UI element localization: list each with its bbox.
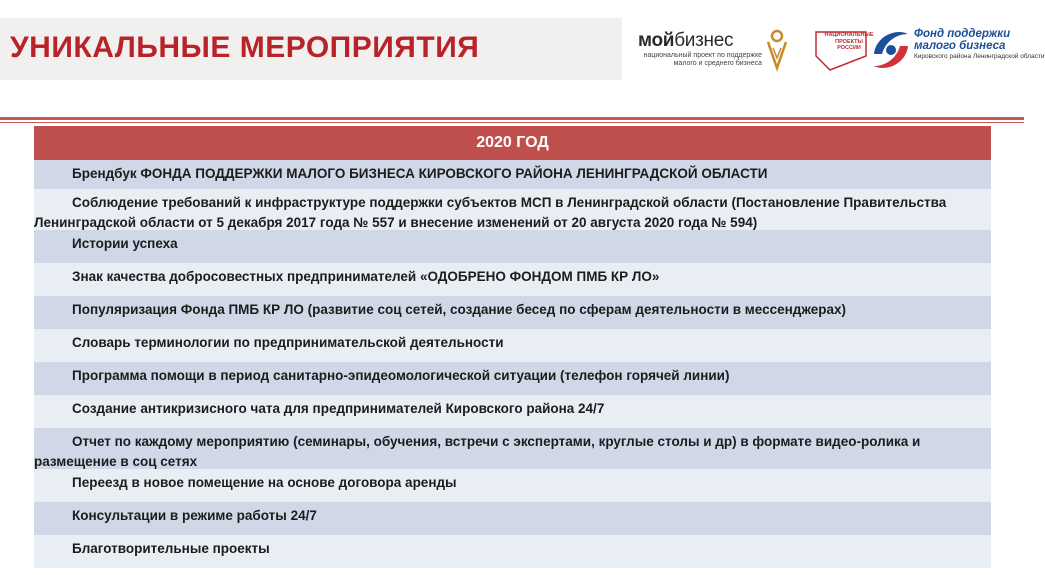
moibiznes-logo bbox=[638, 30, 762, 68]
divider-line bbox=[0, 117, 1024, 120]
row-text: Знак качества добросовестных предпринимателей «ОДОБРЕНО ФОНДОМ ПМБ КР ЛО» bbox=[72, 269, 660, 284]
table-row bbox=[34, 160, 991, 189]
table-header: 2020 ГОД bbox=[34, 126, 991, 160]
events-table bbox=[34, 126, 991, 568]
row-text: Создание антикризисного чата для предпринимателей Кировского района 24/7 bbox=[72, 401, 605, 416]
fond-name-line-3: Кировского района Ленинградской области bbox=[914, 53, 1045, 60]
natsproekty-line-2: ПРОЕКТЫ bbox=[835, 38, 863, 45]
table-row bbox=[34, 502, 991, 535]
row-text: Отчет по каждому мероприятию (семинары, обучения, встречи с экспертами, круглые столы и др) в формате видео-ролика и размещение в соц сетях bbox=[34, 434, 921, 469]
row-text: Программа помощи в период санитарно-эпидеомологической ситуации (телефон горячей линии) bbox=[72, 368, 730, 383]
table-row bbox=[34, 263, 991, 296]
fond-emblem-icon bbox=[868, 24, 914, 76]
moibiznes-word-moi: мой bbox=[638, 30, 675, 51]
row-text: Соблюдение требований к инфраструктуре поддержки субъектов МСП в Ленинградской области (Постановление Правительства Ленинградской области от 5 декабря 2017 года № 557 и внесение изменений от 20 августа 2020 года № 594) bbox=[34, 195, 947, 230]
moibiznes-subtitle-2: малого и среднего бизнеса bbox=[673, 60, 762, 67]
moibiznes-subtitle-1: национальный проект по поддержке bbox=[643, 52, 762, 59]
row-text: Словарь терминологии по предпринимательской деятельности bbox=[72, 335, 504, 350]
fond-logo-text bbox=[914, 28, 1045, 61]
table-row bbox=[34, 395, 991, 428]
divider-line-thin bbox=[0, 122, 1024, 123]
logo-strip bbox=[630, 18, 1045, 80]
natsproekty-line-3: РОССИИ bbox=[837, 45, 861, 51]
slide-title: УНИКАЛЬНЫЕ МЕРОПРИЯТИЯ bbox=[10, 31, 480, 64]
table-row bbox=[34, 296, 991, 329]
row-text: Переезд в новое помещение на основе договора аренды bbox=[72, 475, 457, 490]
moibiznes-emblem-icon bbox=[764, 28, 790, 72]
fond-name-line-2: малого бизнеса bbox=[914, 40, 1006, 52]
table-row bbox=[34, 189, 991, 230]
row-text: Брендбук ФОНДА ПОДДЕРЖКИ МАЛОГО БИЗНЕСА КИРОВСКОГО РАЙОНА ЛЕНИНГРАДСКОЙ ОБЛАСТИ bbox=[72, 166, 768, 181]
table-row bbox=[34, 329, 991, 362]
row-text: Благотворительные проекты bbox=[72, 541, 270, 556]
table-row bbox=[34, 535, 991, 568]
row-text: Популяризация Фонда ПМБ КР ЛО (развитие соц сетей, создание бесед по сферам деятельности в мессенджерах) bbox=[72, 302, 847, 317]
row-text: Истории успеха bbox=[72, 236, 178, 251]
natsproekty-line-1: НАЦИОНАЛЬНЫЕ bbox=[824, 32, 874, 38]
table-row bbox=[34, 230, 991, 263]
moibiznes-word-biznes: бизнес bbox=[674, 30, 734, 51]
table-row bbox=[34, 469, 991, 502]
table-row bbox=[34, 362, 991, 395]
row-text: Консультации в режиме работы 24/7 bbox=[72, 508, 317, 523]
fond-name-line-1: Фонд поддержки bbox=[914, 28, 1011, 40]
table-row bbox=[34, 428, 991, 469]
moibiznes-wordmark bbox=[638, 30, 762, 52]
